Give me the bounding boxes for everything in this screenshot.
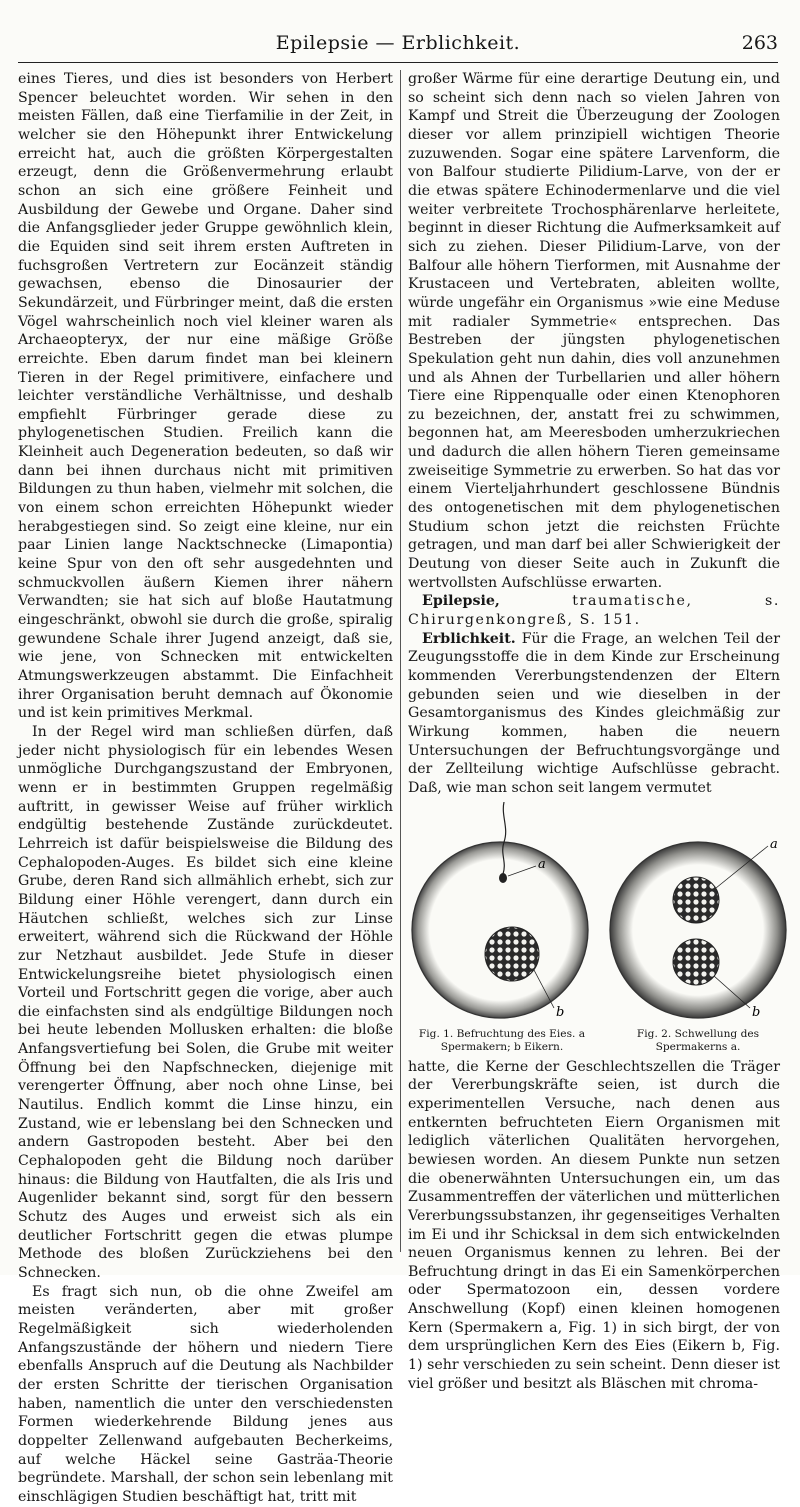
paragraph: eines Tieres, und dies ist besonders von Herbert Spencer beleuchtet worden. Wir sehen in den meisten Fällen, daß eine Tierfamilie in der Zeit, in welcher sie den Höhepunkt ihrer Entwickelung erreicht hat, auch die größten Körpergestalten erzeugt, denn die Größenvermehrung erlaubt schon an sich eine größere Feinheit und Ausbildung der Gewebe und Organe. Daher sind die Anfangsglieder jeder Gruppe gewöhnlich klein, die Equiden sind seit ihrem ersten Auftreten in fuchsgroßen Vertretern zur Eocänzeit ständig gewachsen, ebenso die Dinosaurier der Sekundärzeit, und Fürbringer meint, daß die ersten Vögel wahrscheinlich noch viel kleiner waren als Archaeopteryx, der nur eine mäßige Größe erreichte. Eben darum findet man bei kleinern Tieren in der Regel primitivere, einfachere und leichter verständliche Verhältnisse, und deshalb empfiehlt Fürbringer gerade diese zu phylogenetischen Studien. Freilich kann die Kleinheit auch Degeneration bedeuten, so daß wir dann bei ihnen durchaus nicht mit primitiven Bildungen zu thun haben, vielmehr mit solchen, die von einem schon erreichten Höhepunkt wieder herabgestiegen sind. So zeigt eine kleine, nur ein paar Linien lange Nacktschnecke (Limapontia) keine Spur von den oft sehr ausgedehnten und schmuckvollen äußern Kiemen ihrer nähern Verwandten; sie hat sich auf bloße Hautatmung eingeschränkt, obwohl sie durch die große, spiralig gewundene Schale ihrer Jugend anzeigt, daß sie, wie jene, von Schnecken mit entwickelten Atmungswerkzeugen abstammt. Die Einfachheit ihrer Organisation beruht demnach auf Ökonomie und ist kein primitives Merkmal. [18, 71, 393, 722]
paragraph: In der Regel wird man schließen dürfen, daß jeder nicht physiologisch für ein lebendes Wesen unmögliche Durchgangszustand der Embryonen, wenn er in bestimmten Gruppen regelmäßig auftritt, in gewisser Weise auf früher wirklich endgültig bestehende Zustände zurückdeutet. Lehrreich ist dafür beispielsweise die Bildung des Cephalopoden-Auges. Es bildet sich eine kleine Grube, deren Rand sich allmählich erhebt, sich zur Bildung einer Höhle verengert, dann durch ein Häutchen schließt, welches sich zur Linse erweitert, während sich die Rückwand der Höhle zur Netzhaut ausbildet. Jede Stufe in dieser Entwickelungsreihe bietet physiologisch einen Vorteil und Fortschritt gegen die vorige, aber auch die einfachsten sind als endgültige Bildungen noch bei heute lebenden Mollusken erhalten: die bloße Anfangsvertiefung bei Solen, die Grube mit weiter Öffnung bei den Napfschnecken, diejenige mit verengerter Öffnung, aber noch ohne Linse, bei Nautilus. Endlich kommt die Linse hinzu, ein Zustand, wie er lebenslang bei den Schnecken und andern Gastropoden besteht. Aber bei den Cephalopoden geht die Bildung noch darüber hinaus: die Bildung von Hautfalten, die als Iris und Augenlider bekannt sind, sorgt für den bessern Schutz des Auges und erweist sich als ein deutlicher Fortschritt gegen die etwas plumpe Methode des bloßen Zurückziehens bei den Schnecken. [18, 723, 393, 1281]
fig2-egg-illustration [604, 802, 792, 1024]
entry-text: traumatische, s. Chirurgenkongreß, S. 151. [408, 593, 780, 629]
entry-text: Für die Frage, an welchen Teil der Zeugungsstoffe die in dem Kinde zur Erscheinung kommenden Vererbungstendenzen der Eltern gebunden seien und wie dieselben in der Gesamtorganismus des Kindes gleichmäßig zur Wirkung kommen, haben die neuern Untersuchungen der Befruchtungsvorgänge und der Zellteilung wichtige Aufschlüsse gebracht. Daß, wie man schon seit langem vermutet [408, 630, 780, 796]
label-a: a [770, 836, 778, 852]
page-header [18, 32, 778, 63]
figure-group [408, 802, 780, 1058]
fig1-egg-illustration [408, 802, 596, 1024]
figure-caption: Fig. 2. Schwellung des Spermakerns a. [636, 1027, 760, 1053]
sperm-nucleus [499, 873, 507, 883]
egg-nucleus [673, 939, 719, 985]
right-column [408, 70, 780, 1393]
label-a: a [538, 856, 546, 872]
label-b: b [752, 1004, 761, 1020]
running-title: Epilepsie — Erblichkeit. [275, 32, 521, 54]
figure-caption: Fig. 1. Befruchtung des Eies. a Spermakern; b Eikern. [418, 1027, 586, 1053]
paragraph: Es fragt sich nun, ob die ohne Zweifel am meisten veränderten, aber mit großer Regelmäßigkeit sich wiederholenden Anfangszustände der höhern und niedern Tiere ebenfalls Anspruch auf die Deutung als Nachbilder der ersten Schritte der tierischen Organisation haben, namentlich die unter den verschiedensten Formen wiederkehrende Bildung jenes aus doppelter Zellenwand aufgebauten Becherkeims, auf welche Häckel seine Gasträa-Theorie begründete. Marshall, der schon sein lebenlang mit einschlägigen Studien beschäftigt hat, tritt mit [18, 1283, 393, 1505]
entry-erblichkeit [408, 630, 780, 798]
egg-nucleus [485, 927, 539, 981]
egg-outline [610, 842, 786, 1018]
entry-term: Epilepsie, [422, 593, 500, 610]
left-column [18, 70, 393, 1507]
entry-term: Erblichkeit. [422, 630, 516, 647]
label-b: b [556, 1004, 565, 1020]
figure-1 [408, 802, 596, 1054]
swollen-sperm-nucleus [673, 877, 719, 923]
page-number: 263 [741, 32, 778, 54]
paragraph: hatte, die Kerne der Geschlechtszellen die Träger der Vererbungskräfte seien, ist durch die experimentellen Versuche, nach denen aus entkernten befruchteten Eiern Organismen mit lediglich väterlichen Qualitäten hervorgehen, bewiesen worden. An diesem Punkte nun setzen die obenerwähnten Untersuchungen ein, um das Zusammentreffen der väterlichen und mütterlichen Vererbungssubstanzen, ihr gegenseitiges Verhalten im Ei und ihr Schicksal in dem sich entwickelnden neuen Organismus kennen zu lehren. Bei der Befruchtung dringt in das Ei ein Samenkörperchen oder Spermatozoon ein, dessen vordere Anschwellung (Kopf) einen kleinen homogenen Kern (Spermakern a, Fig. 1) in sich birgt, der von dem ursprünglichen Kern des Eies (Eikern b, Fig. 1) sehr verschieden zu sein scheint. Denn dieser ist viel größer und besitzt als Bläschen mit chroma- [408, 1058, 780, 1392]
column-divider [400, 70, 401, 1252]
entry-epilepsie [408, 592, 780, 629]
paragraph: großer Wärme für eine derartige Deutung ein, und so scheint sich denn nach so vielen Jahren von Kampf und Streit die Überzeugung der Zoologen dieser vor allem prinzipiell wichtigen Theorie zuzuwenden. Sogar eine spätere Larvenform, die von Balfour studierte Pilidium-Larve, von der er die etwas spätere Echinodermenlarve und die viel weiter verbreitete Trochosphärenlarve herleitete, beginnt in dieser Richtung die Aufmerksamkeit auf sich zu ziehen. Dieser Pilidium-Larve, von der Balfour alle höhern Tierformen, mit Ausnahme der Krustaceen und Vertebraten, ableiten wollte, würde ungefähr ein Organismus »wie eine Meduse mit radialer Symmetrie« entsprechen. Das Bestreben der jüngsten phylogenetischen Spekulation geht nun dahin, dies voll anzunehmen und als Ahnen der Turbellarien und aller höhern Tiere eine Rippenqualle oder einen Ktenophoren zu bezeichnen, der, anstatt frei zu schwimmen, begonnen hat, am Meeresboden umherzukriechen und dadurch die allen höhern Tieren gemeinsame zweiseitige Symmetrie zu erwerben. So hat das vor einem Vierteljahrhundert geschlossene Bündnis des ontogenetischen mit dem phylogenetischen Studium schon jetzt die reichsten Früchte getragen, und man darf bei aller Schwierigkeit der Deutung von dieser Seite auch in Zukunft die wertvollsten Aufschlüsse erwarten. [408, 71, 780, 591]
figure-2 [604, 802, 792, 1054]
